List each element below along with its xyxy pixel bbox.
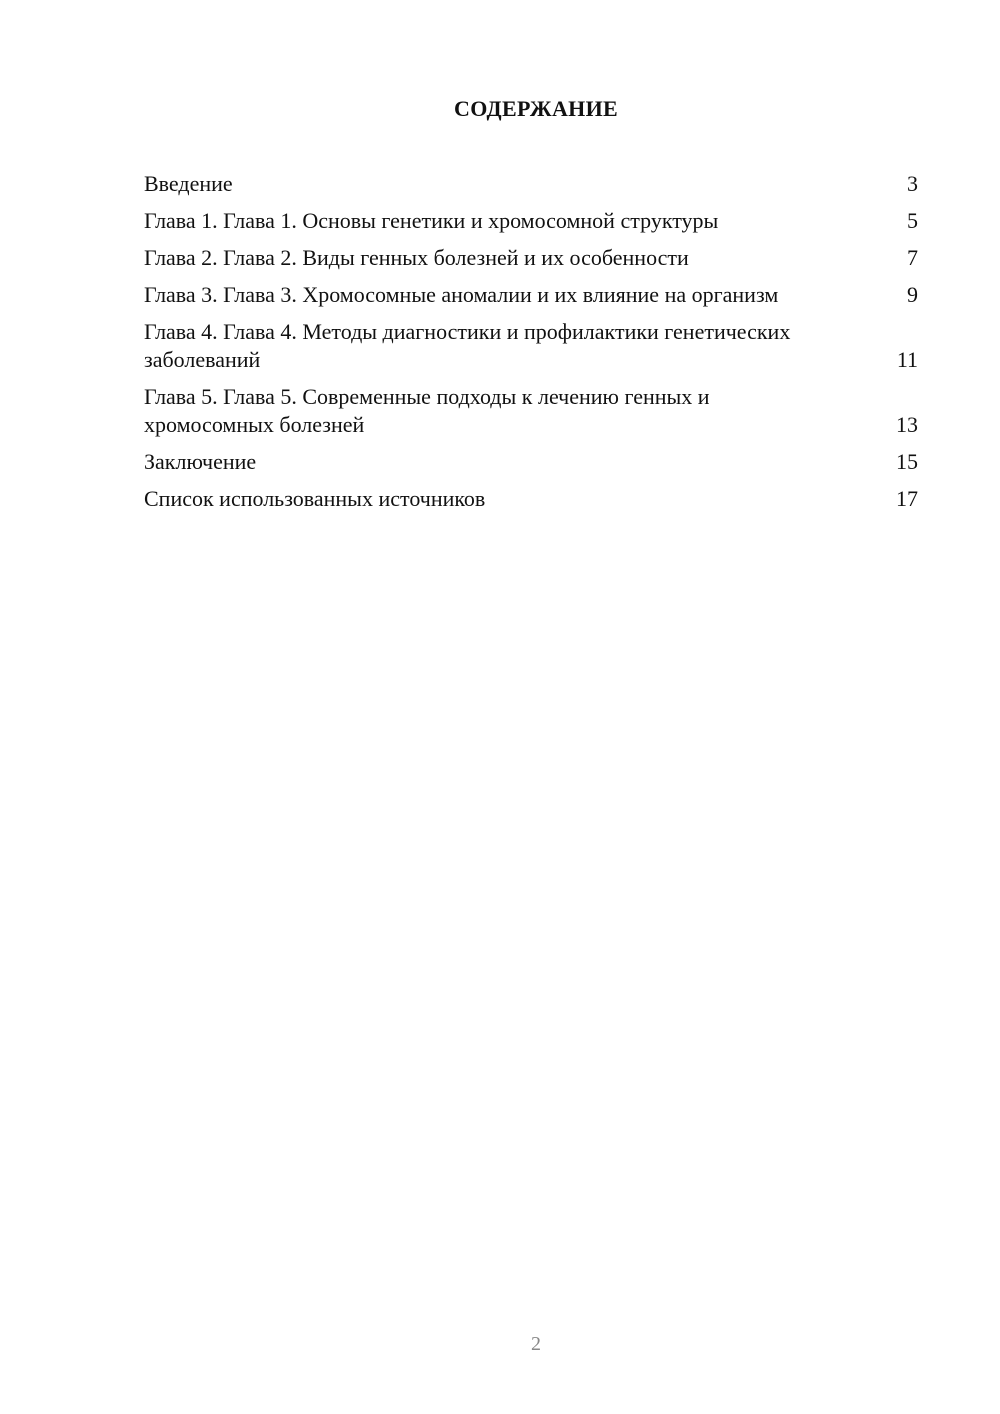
toc-entry-chapter-1[interactable] bbox=[144, 207, 918, 235]
toc-entry-label: Введение bbox=[144, 171, 233, 196]
toc-entry-page-number: 15 bbox=[896, 449, 918, 474]
toc-entry-chapter-4[interactable] bbox=[144, 318, 918, 374]
toc-entry-page-number: 3 bbox=[907, 171, 918, 196]
toc-entry-introduction[interactable] bbox=[144, 170, 918, 198]
toc-entry-label: Глава 1. Глава 1. Основы генетики и хромосомной структуры bbox=[144, 208, 719, 233]
toc-title: СОДЕРЖАНИЕ bbox=[454, 96, 618, 121]
toc-list bbox=[144, 170, 918, 522]
toc-entry-label: Список использованных источников bbox=[144, 486, 486, 511]
toc-entry-page-number: 5 bbox=[907, 208, 918, 233]
toc-entry-chapter-5[interactable] bbox=[144, 383, 918, 439]
toc-entry-page-number: 17 bbox=[896, 486, 918, 511]
toc-entry-label: Заключение bbox=[144, 449, 257, 474]
toc-entry-page-number: 7 bbox=[907, 245, 918, 270]
page-number: 2 bbox=[531, 1333, 541, 1355]
toc-entry-label: Глава 4. Глава 4. Методы диагностики и профилактики генетических заболеваний bbox=[144, 319, 791, 372]
toc-entry-chapter-2[interactable] bbox=[144, 244, 918, 272]
toc-entry-page-number: 13 bbox=[896, 412, 918, 437]
toc-entry-chapter-3[interactable] bbox=[144, 281, 918, 309]
toc-entry-page-number: 11 bbox=[896, 347, 918, 372]
toc-entry-label: Глава 3. Глава 3. Хромосомные аномалии и их влияние на организм bbox=[144, 282, 779, 307]
toc-entry-label: Глава 5. Глава 5. Современные подходы к лечению генных и хромосомных болезней bbox=[144, 384, 710, 437]
toc-entry-references[interactable] bbox=[144, 485, 918, 513]
toc-entry-page-number: 9 bbox=[907, 282, 918, 307]
toc-entry-label: Глава 2. Глава 2. Виды генных болезней и их особенности bbox=[144, 245, 689, 270]
toc-entry-conclusion[interactable] bbox=[144, 448, 918, 476]
